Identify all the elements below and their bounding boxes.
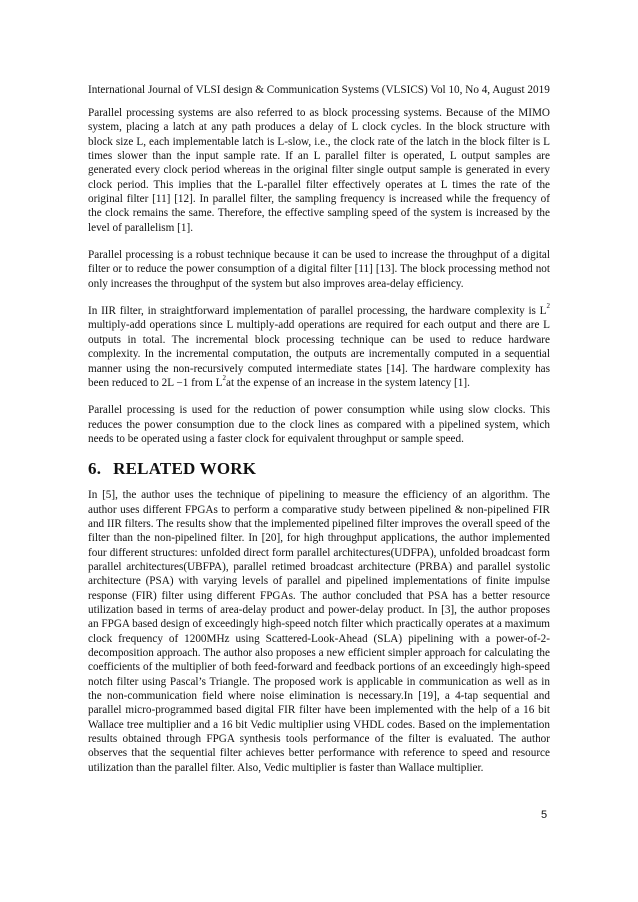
section-title: RELATED WORK xyxy=(113,459,257,479)
paragraph-power-consumption: Parallel processing is used for the reduction of power consumption while using slow clocks. This reduces the power consumption due to the clock lines as compared with a pipelined system, which needs to be operated using a faster clock for equivalent throughput or sample speed. xyxy=(88,404,550,445)
paragraph-parallel-processing-intro: Parallel processing systems are also referred to as block processing systems. Because of the MIMO system, placing a latch at any path produces a delay of L clock cycles. In the block structure with block size L, each implementable latch is L-slow, i.e., the clock rate of the latch in the block filter is L times slower than the input sample rate. If an L parallel filter is operated, L output samples are generated every clock period whereas in the original filter single output sample is generated in every clock period. This implies that the L-parallel filter effectively operates at L times the rate of the original filter [11] [12]. In parallel filter, the sampling frequency is increased while the frequency of the clock remains the same. Therefore, the effective sampling speed of the system is increased by the level of parallelism [1]. xyxy=(88,107,550,234)
page-number: 5 xyxy=(541,809,548,821)
paragraph-iir-filter xyxy=(88,304,550,390)
iir-text-b: multiply-add operations since L multiply-add operations are required for each output and there are L outputs in total. The incremental block processing technique can be used to reduce hardware complexity. In the incremental computation, the outputs are incrementally computed in a sequential manner using the non-recursively computed intermediate states [14]. The hardware complexity has been reduced to 2L −1 from L xyxy=(88,319,550,389)
superscript-squared: 2 xyxy=(546,302,550,311)
section-heading xyxy=(88,459,550,479)
section-number: 6. xyxy=(88,459,102,479)
iir-text-c: at the expense of an increase in the system latency [1]. xyxy=(226,376,470,389)
paragraph-related-work: In [5], the author uses the technique of pipelining to measure the efficiency of an algorithm. The author uses different FPGAs to perform a comparative study between pipelined & non-pipelined FIR and IIR filters. The results show that the implemented pipelined filter improves the overall speed of the filter than the non-pipelined filter. In [20], for high throughput applications, the author implemented four different structures: unfolded direct form parallel architectures(UDFPA), unfolded broadcast form parallel architectures(UBFPA), parallel retimed broadcast architecture (PRBA) and parallel systolic architecture (PSA) with varying levels of parallel and pipelined implementations of finite impulse response (FIR) filter using different FPGAs. The author concluded that PSA has a better resource utilization based in terms of area-delay product and power-delay product. In [3], the author proposes an FPGA based design of exceedingly high-speed notch filter which practically operates at a maximum clock frequency of 1200MHz using Scattered-Look-Ahead (SLA) pipelining with a power-of-2-decomposition approach. The author also proposes a new efficient simpler approach for calculating the coefficients of the multiplier of both feed-forward and feedback portions of an exceedingly high-speed notch filter using Pascal’s Triangle. The proposed work is applicable in communication as well as in the non-communication field where noise elimination is necessary.In [19], a 4-tap sequential and parallel micro-programmed based digital FIR filter have been implemented with the help of a 16 bit Wallace tree multiplier and a 16 bit Vedic multiplier using VHDL codes. Based on the implementation results obtained through FPGA synthesis tools performance of the filter is evaluated. The author observes that the sequential filter achieves better performance with reference to speed and resource utilization than the parallel filter. Also, Vedic multiplier is faster than Wallace multiplier. xyxy=(88,489,550,774)
running-header: International Journal of VLSI design & Communication Systems (VLSICS) Vol 10, No 4, August 2019 xyxy=(88,84,550,96)
paragraph-parallel-processing-robust: Parallel processing is a robust technique because it can be used to increase the throughput of a digital filter or to reduce the power consumption of a digital filter [11] [13]. The block processing method not only increases the throughput of the system but also improves area-delay efficiency. xyxy=(88,249,550,290)
body-text xyxy=(88,106,550,775)
superscript-squared-2: 2 xyxy=(222,374,227,383)
iir-text-a: In IIR filter, in straightforward implementation of parallel processing, the hardware complexity is L xyxy=(88,305,547,318)
